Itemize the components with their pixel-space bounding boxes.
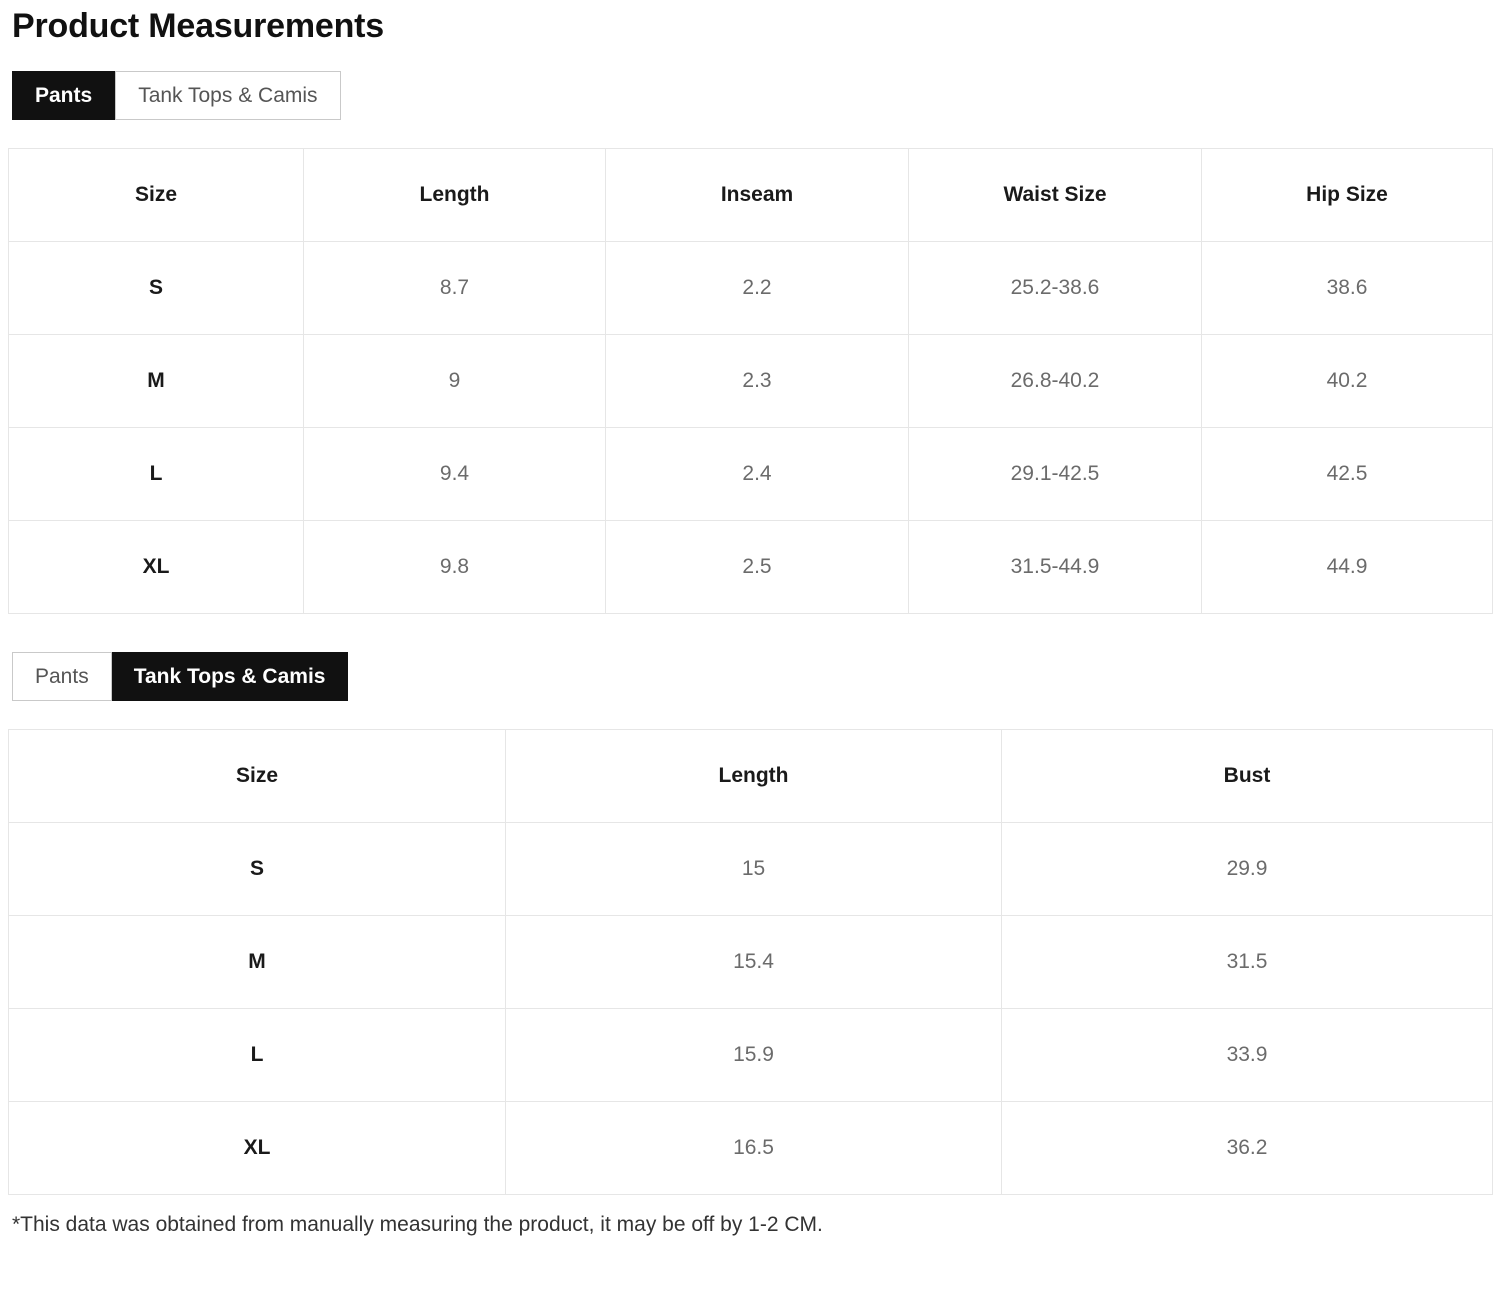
column-header-length: Length bbox=[304, 148, 606, 241]
cell-size: XL bbox=[9, 1101, 506, 1194]
cell-inseam: 2.2 bbox=[606, 241, 909, 334]
table-row bbox=[9, 915, 1493, 1008]
page-title: Product Measurements bbox=[12, 7, 384, 45]
table-header-row bbox=[9, 148, 1493, 241]
cell-length: 16.5 bbox=[506, 1101, 1002, 1194]
cell-hip-size: 40.2 bbox=[1202, 334, 1493, 427]
table-row bbox=[9, 427, 1493, 520]
cell-size: S bbox=[9, 822, 506, 915]
column-header-inseam: Inseam bbox=[606, 148, 909, 241]
tank-tops-section bbox=[8, 652, 1492, 1195]
cell-bust: 31.5 bbox=[1002, 915, 1493, 1008]
cell-size: M bbox=[9, 334, 304, 427]
pants-tabs bbox=[12, 71, 1492, 120]
cell-waist-size: 31.5-44.9 bbox=[909, 520, 1202, 613]
tab-tank-tops-camis-secondary[interactable]: Tank Tops & Camis bbox=[112, 652, 349, 701]
cell-waist-size: 25.2-38.6 bbox=[909, 241, 1202, 334]
table-row bbox=[9, 1008, 1493, 1101]
column-header-waist-size: Waist Size bbox=[909, 148, 1202, 241]
cell-inseam: 2.4 bbox=[606, 427, 909, 520]
cell-hip-size: 44.9 bbox=[1202, 520, 1493, 613]
pants-measurement-table bbox=[8, 148, 1493, 614]
cell-size: S bbox=[9, 241, 304, 334]
tank-tops-measurement-table bbox=[8, 729, 1493, 1195]
table-row bbox=[9, 1101, 1493, 1194]
column-header-size: Size bbox=[9, 148, 304, 241]
cell-size: XL bbox=[9, 520, 304, 613]
cell-waist-size: 29.1-42.5 bbox=[909, 427, 1202, 520]
table-row bbox=[9, 241, 1493, 334]
product-measurements-page bbox=[0, 6, 1500, 1309]
pants-section bbox=[8, 71, 1492, 614]
tab-pants-secondary[interactable]: Pants bbox=[12, 652, 112, 701]
cell-length: 9.4 bbox=[304, 427, 606, 520]
cell-length: 15 bbox=[506, 822, 1002, 915]
cell-size: M bbox=[9, 915, 506, 1008]
table-row bbox=[9, 520, 1493, 613]
table-header-row bbox=[9, 729, 1493, 822]
cell-inseam: 2.5 bbox=[606, 520, 909, 613]
cell-length: 15.4 bbox=[506, 915, 1002, 1008]
cell-length: 9 bbox=[304, 334, 606, 427]
tank-tops-tabs bbox=[12, 652, 1492, 701]
column-header-hip-size: Hip Size bbox=[1202, 148, 1493, 241]
column-header-bust: Bust bbox=[1002, 729, 1493, 822]
cell-length: 9.8 bbox=[304, 520, 606, 613]
cell-hip-size: 42.5 bbox=[1202, 427, 1493, 520]
tab-tank-tops-camis[interactable]: Tank Tops & Camis bbox=[115, 71, 340, 120]
table-row bbox=[9, 334, 1493, 427]
table-row bbox=[9, 822, 1493, 915]
measurement-footnote: *This data was obtained from manually measuring the product, it may be off by 1-2 CM. bbox=[12, 1212, 823, 1236]
column-header-size: Size bbox=[9, 729, 506, 822]
cell-length: 15.9 bbox=[506, 1008, 1002, 1101]
cell-hip-size: 38.6 bbox=[1202, 241, 1493, 334]
cell-size: L bbox=[9, 427, 304, 520]
cell-inseam: 2.3 bbox=[606, 334, 909, 427]
cell-size: L bbox=[9, 1008, 506, 1101]
tab-pants[interactable]: Pants bbox=[12, 71, 115, 120]
column-header-length: Length bbox=[506, 729, 1002, 822]
cell-length: 8.7 bbox=[304, 241, 606, 334]
cell-bust: 29.9 bbox=[1002, 822, 1493, 915]
cell-waist-size: 26.8-40.2 bbox=[909, 334, 1202, 427]
cell-bust: 33.9 bbox=[1002, 1008, 1493, 1101]
cell-bust: 36.2 bbox=[1002, 1101, 1493, 1194]
